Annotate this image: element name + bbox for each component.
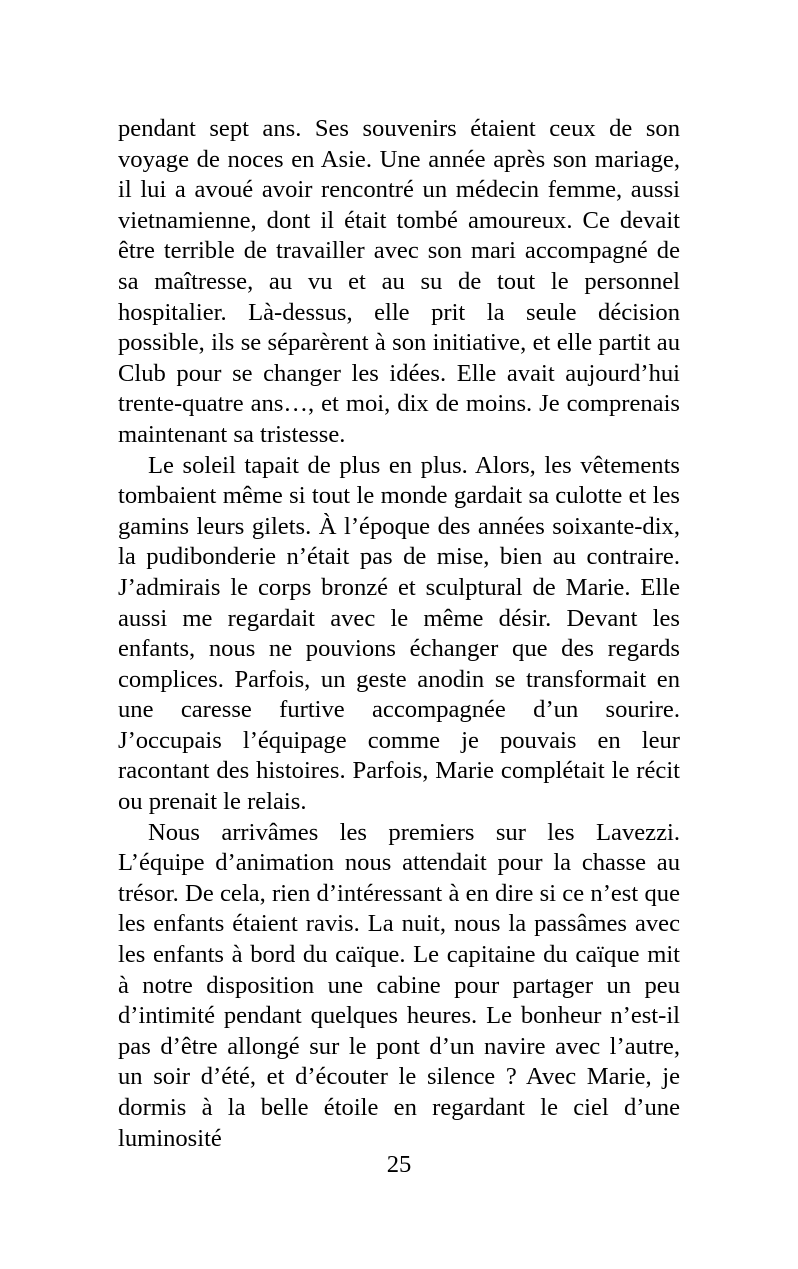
page-number: 25 xyxy=(386,1151,412,1178)
body-text xyxy=(118,114,680,1154)
paragraph-1: pendant sept ans. Ses souvenirs étaient ceux de son voyage de noces en Asie. Une année après son mariage, il lui a avoué avoir rencontré un médecin femme, aussi vietnamienne, dont il était tombé amoureux. Ce devait être terrible de travailler avec son mari accompagné de sa maîtresse, au vu et au su de tout le personnel hospitalier. Là-dessus, elle prit la seule décision possible, ils se séparèrent à son initiative, et elle partit au Club pour se changer les idées. Elle avait aujourd’hui trente-quatre ans…, et moi, dix de moins. Je comprenais maintenant sa tristesse. xyxy=(118,115,680,448)
paragraph-2: Le soleil tapait de plus en plus. Alors, les vêtements tombaient même si tout le monde gardait sa culotte et les gamins leurs gilets. À l’époque des années soixante-dix, la pudibonderie n’était pas de mise, bien au contraire. J’admirais le corps bronzé et sculptural de Marie. Elle aussi me regardait avec le même désir. Devant les enfants, nous ne pouvions échanger que des regards complices. Parfois, un geste anodin se transformait en une caresse furtive accompagnée d’un sourire. J’occupais l’équipage comme je pouvais en leur racontant des histoires. Parfois, Marie complétait le récit ou prenait le relais. xyxy=(118,451,680,816)
paragraph-3: Nous arrivâmes les premiers sur les Lavezzi. L’équipe d’animation nous attendait pour la chasse au trésor. De cela, rien d’intéressant à en dire si ce n’est que les enfants étaient ravis. La nuit, nous la passâmes avec les enfants à bord du caïque. Le capitaine du caïque mit à notre disposition une cabine pour partager un peu d’intimité pendant quelques heures. Le bonheur n’est-il pas d’être allongé sur le pont d’un navire avec l’autre, un soir d’été, et d’écouter le silence ? Avec Marie, je dormis à la belle étoile en regardant le ciel d’une luminosité xyxy=(118,818,680,1152)
